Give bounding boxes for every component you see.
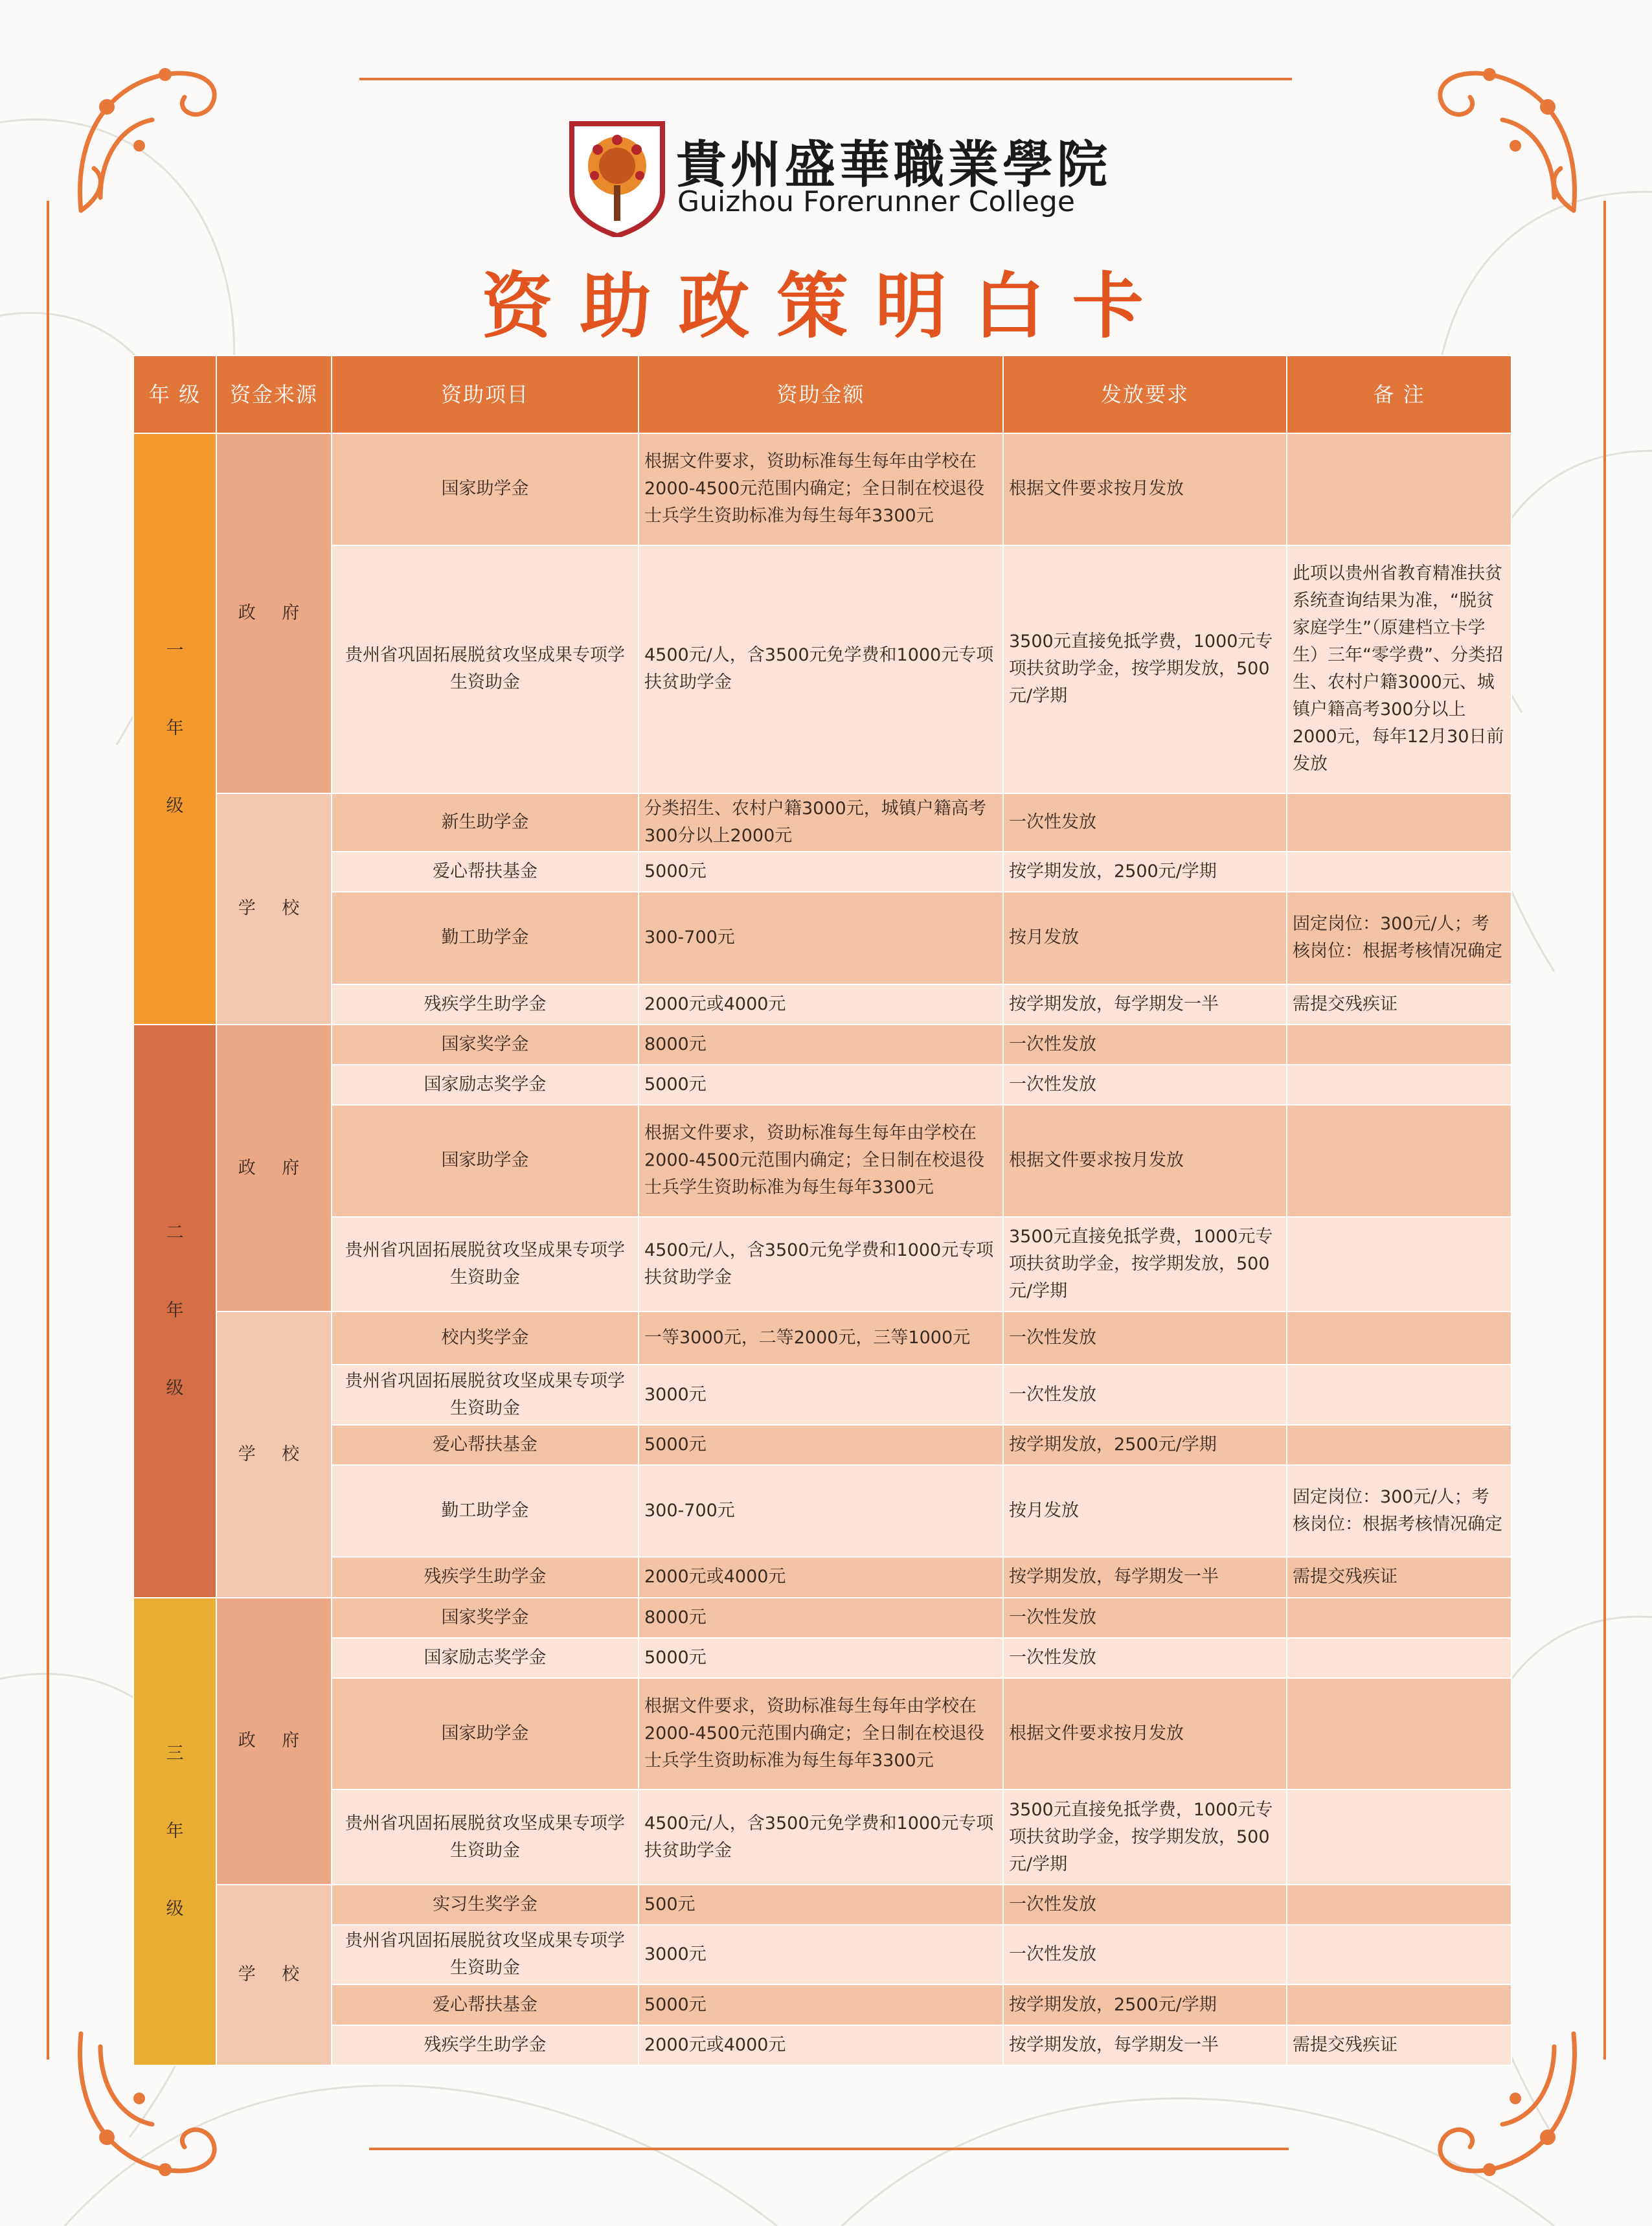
requirement-cell: 按学期发放，2500元/学期: [1003, 1425, 1287, 1465]
item-cell: 国家励志奖学金: [332, 1065, 639, 1105]
table-row: [133, 852, 1511, 892]
grade-label-cell: 一 年 级: [133, 433, 216, 1025]
amount-cell: 5000元: [639, 1984, 1003, 2025]
policy-table: [133, 355, 1512, 2066]
requirement-cell: 按学期发放，2500元/学期: [1003, 852, 1287, 892]
amount-cell: 根据文件要求，资助标准每生每年由学校在2000-4500元范围内确定；全日制在校退役士兵学生资助标准为每生每年3300元: [639, 433, 1003, 545]
table-row: [133, 1465, 1511, 1557]
amount-cell: 5000元: [639, 1425, 1003, 1465]
note-cell: 固定岗位：300元/人；考核岗位：根据考核情况确定: [1287, 1465, 1511, 1557]
amount-cell: 8000元: [639, 1598, 1003, 1638]
requirement-cell: 一次性发放: [1003, 1598, 1287, 1638]
source-label-cell: 政 府: [216, 433, 332, 793]
table-row: [133, 1217, 1511, 1312]
table-row: [133, 1789, 1511, 1884]
amount-cell: 8000元: [639, 1025, 1003, 1065]
amount-cell: 分类招生、农村户籍3000元，城镇户籍高考300分以上2000元: [639, 793, 1003, 852]
table-row: [133, 1984, 1511, 2025]
item-cell: 贵州省巩固拓展脱贫攻坚成果专项学生资助金: [332, 1365, 639, 1424]
table-row: [133, 1065, 1511, 1105]
grade-label-cell: 二 年 级: [133, 1025, 216, 1598]
item-cell: 实习生奖学金: [332, 1885, 639, 1925]
page-title: 资助政策明白卡: [481, 265, 1171, 348]
note-cell: [1287, 1598, 1511, 1638]
item-cell: 校内奖学金: [332, 1312, 639, 1365]
source-label-cell: 学 校: [216, 793, 332, 1025]
amount-cell: 5000元: [639, 1638, 1003, 1678]
item-cell: 勤工助学金: [332, 892, 639, 984]
table-row: [133, 1557, 1511, 1597]
requirement-cell: 一次性发放: [1003, 1885, 1287, 1925]
item-cell: 国家励志奖学金: [332, 1638, 639, 1678]
table-row: [133, 1365, 1511, 1424]
note-cell: [1287, 433, 1511, 545]
frame-bottom-line: [369, 2148, 1289, 2150]
amount-cell: 一等3000元，二等2000元，三等1000元: [639, 1312, 1003, 1365]
note-cell: [1287, 1065, 1511, 1105]
table-row: [133, 984, 1511, 1025]
amount-cell: 根据文件要求，资助标准每生每年由学校在2000-4500元范围内确定；全日制在校退役士兵学生资助标准为每生每年3300元: [639, 1105, 1003, 1217]
amount-cell: 2000元或4000元: [639, 2025, 1003, 2065]
note-cell: [1287, 1789, 1511, 1884]
requirement-cell: 按学期发放，2500元/学期: [1003, 1984, 1287, 2025]
note-cell: [1287, 1638, 1511, 1678]
table-row: [133, 1425, 1511, 1465]
table-row: [133, 1025, 1511, 1065]
source-label-cell: 政 府: [216, 1598, 332, 1885]
table-row: [133, 1925, 1511, 1984]
requirement-cell: 根据文件要求按月发放: [1003, 1678, 1287, 1790]
note-cell: [1287, 1885, 1511, 1925]
source-label-cell: 学 校: [216, 1885, 332, 2065]
requirement-cell: 3500元直接免抵学费，1000元专项扶贫助学金，按学期发放，500元/学期: [1003, 1789, 1287, 1884]
amount-cell: 4500元/人，含3500元免学费和1000元专项扶贫助学金: [639, 1217, 1003, 1312]
amount-cell: 300-700元: [639, 892, 1003, 984]
requirement-cell: 按学期发放，每学期发一半: [1003, 2025, 1287, 2065]
item-cell: 贵州省巩固拓展脱贫攻坚成果专项学生资助金: [332, 1217, 639, 1312]
table-row: [133, 433, 1511, 545]
corner-ornament-icon: [62, 49, 243, 230]
logo-tree-shield-icon: [569, 120, 666, 237]
note-cell: [1287, 1984, 1511, 2025]
amount-cell: 3000元: [639, 1925, 1003, 1984]
grade-label-cell: 三 年 级: [133, 1598, 216, 2065]
note-cell: [1287, 1365, 1511, 1424]
amount-cell: 4500元/人，含3500元免学费和1000元专项扶贫助学金: [639, 545, 1003, 793]
item-cell: 国家助学金: [332, 433, 639, 545]
requirement-cell: 一次性发放: [1003, 793, 1287, 852]
item-cell: 国家助学金: [332, 1105, 639, 1217]
requirement-cell: 按月发放: [1003, 892, 1287, 984]
requirement-cell: 一次性发放: [1003, 1925, 1287, 1984]
item-cell: 爱心帮扶基金: [332, 1425, 639, 1465]
item-cell: 贵州省巩固拓展脱贫攻坚成果专项学生资助金: [332, 545, 639, 793]
amount-cell: 5000元: [639, 1065, 1003, 1105]
requirement-cell: 根据文件要求按月发放: [1003, 1105, 1287, 1217]
amount-cell: 300-700元: [639, 1465, 1003, 1557]
requirement-cell: 3500元直接免抵学费，1000元专项扶贫助学金，按学期发放，500元/学期: [1003, 545, 1287, 793]
logo-english-name: Guizhou Forerunner College: [677, 185, 1075, 218]
table-row: [133, 2025, 1511, 2065]
requirement-cell: 3500元直接免抵学费，1000元专项扶贫助学金，按学期发放，500元/学期: [1003, 1217, 1287, 1312]
table-row: [133, 1312, 1511, 1365]
requirement-cell: 按学期发放，每学期发一半: [1003, 1557, 1287, 1597]
note-cell: 需提交残疾证: [1287, 1557, 1511, 1597]
note-cell: [1287, 1678, 1511, 1790]
frame-top-line: [359, 78, 1292, 80]
amount-cell: 500元: [639, 1885, 1003, 1925]
corner-ornament-icon: [1412, 49, 1593, 230]
item-cell: 残疾学生助学金: [332, 2025, 639, 2065]
requirement-cell: 根据文件要求按月发放: [1003, 433, 1287, 545]
table-row: [133, 1638, 1511, 1678]
note-cell: 此项以贵州省教育精准扶贫系统查询结果为准，“脱贫家庭学生”（原建档立卡学生）三年“零学费”、分类招生、农村户籍3000元、城镇户籍高考300分以上2000元，每年12月30日前发放: [1287, 545, 1511, 793]
table-row: [133, 1105, 1511, 1217]
item-cell: 贵州省巩固拓展脱贫攻坚成果专项学生资助金: [332, 1925, 639, 1984]
amount-cell: 根据文件要求，资助标准每生每年由学校在2000-4500元范围内确定；全日制在校退役士兵学生资助标准为每生每年3300元: [639, 1678, 1003, 1790]
table-row: [133, 793, 1511, 852]
note-cell: [1287, 1025, 1511, 1065]
note-cell: 需提交残疾证: [1287, 984, 1511, 1025]
item-cell: 国家助学金: [332, 1678, 639, 1790]
requirement-cell: 一次性发放: [1003, 1025, 1287, 1065]
table-row: [133, 1678, 1511, 1790]
amount-cell: 2000元或4000元: [639, 1557, 1003, 1597]
table-header-row: [133, 356, 1511, 433]
item-cell: 爱心帮扶基金: [332, 1984, 639, 2025]
logo-chinese-name: 貴州盛華職業學院: [676, 135, 1112, 194]
requirement-cell: 一次性发放: [1003, 1638, 1287, 1678]
item-cell: 新生助学金: [332, 793, 639, 852]
item-cell: 贵州省巩固拓展脱贫攻坚成果专项学生资助金: [332, 1789, 639, 1884]
note-cell: [1287, 1217, 1511, 1312]
item-cell: 残疾学生助学金: [332, 984, 639, 1025]
note-cell: [1287, 793, 1511, 852]
note-cell: [1287, 1105, 1511, 1217]
table-row: [133, 545, 1511, 793]
item-cell: 爱心帮扶基金: [332, 852, 639, 892]
frame-right-line: [1603, 201, 1606, 2060]
note-cell: [1287, 1925, 1511, 1984]
requirement-cell: 一次性发放: [1003, 1065, 1287, 1105]
note-cell: [1287, 1425, 1511, 1465]
item-cell: 残疾学生助学金: [332, 1557, 639, 1597]
requirement-cell: 一次性发放: [1003, 1365, 1287, 1424]
frame-left-line: [47, 201, 49, 2060]
header-item: 资助项目: [332, 356, 639, 433]
table-row: [133, 892, 1511, 984]
amount-cell: 5000元: [639, 852, 1003, 892]
header-note: 备 注: [1287, 356, 1511, 433]
item-cell: 勤工助学金: [332, 1465, 639, 1557]
note-cell: 固定岗位：300元/人；考核岗位：根据考核情况确定: [1287, 892, 1511, 984]
amount-cell: 2000元或4000元: [639, 984, 1003, 1025]
note-cell: [1287, 852, 1511, 892]
source-label-cell: 学 校: [216, 1312, 332, 1597]
requirement-cell: 按学期发放，每学期发一半: [1003, 984, 1287, 1025]
requirement-cell: 一次性发放: [1003, 1312, 1287, 1365]
note-cell: [1287, 1312, 1511, 1365]
source-label-cell: 政 府: [216, 1025, 332, 1312]
item-cell: 国家奖学金: [332, 1025, 639, 1065]
header-amount: 资助金额: [639, 356, 1003, 433]
amount-cell: 3000元: [639, 1365, 1003, 1424]
header-grade: 年 级: [133, 356, 216, 433]
requirement-cell: 按月发放: [1003, 1465, 1287, 1557]
table-row: [133, 1598, 1511, 1638]
item-cell: 国家奖学金: [332, 1598, 639, 1638]
header-requirement: 发放要求: [1003, 356, 1287, 433]
amount-cell: 4500元/人，含3500元免学费和1000元专项扶贫助学金: [639, 1789, 1003, 1884]
college-logo: [569, 120, 1112, 237]
header-source: 资金来源: [216, 356, 332, 433]
table-row: [133, 1885, 1511, 1925]
note-cell: 需提交残疾证: [1287, 2025, 1511, 2065]
